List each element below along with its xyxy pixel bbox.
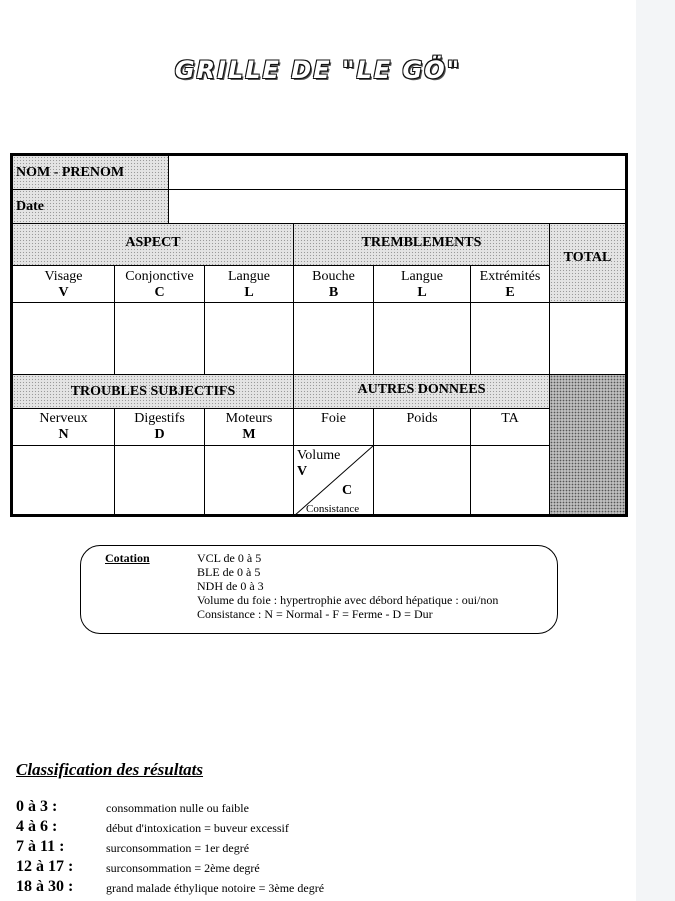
foie-label: Foie bbox=[321, 411, 346, 426]
extremites-cell bbox=[471, 266, 550, 303]
langue-aspect-cell bbox=[205, 266, 294, 303]
volume-label: Volume bbox=[297, 448, 341, 463]
nerveux-cell bbox=[13, 409, 115, 446]
classification-title: Classification des résultats bbox=[16, 760, 204, 779]
moteurs-letter: M bbox=[242, 427, 256, 442]
total-shaded-block bbox=[550, 375, 625, 514]
visage-letter: V bbox=[58, 285, 69, 300]
classification-row bbox=[16, 818, 616, 838]
classification-row bbox=[16, 798, 616, 818]
assessment-grid bbox=[10, 153, 628, 517]
cotation-line: Consistance : N = Normal - F = Ferme - D = Dur bbox=[197, 607, 433, 621]
classification-row bbox=[16, 838, 616, 858]
document-title: GRILLE DE "LE GÖ" bbox=[174, 56, 462, 84]
extremites-score[interactable] bbox=[471, 303, 550, 375]
consistance-letter: C bbox=[342, 483, 353, 498]
classification-desc: surconsommation = 1er degré bbox=[106, 841, 250, 855]
visage-score[interactable] bbox=[13, 303, 115, 375]
bouche-letter: B bbox=[328, 285, 339, 300]
langue-aspect-letter: L bbox=[244, 285, 254, 300]
langue-tremblements-letter: L bbox=[417, 285, 427, 300]
classification-range: 0 à 3 : bbox=[16, 798, 58, 815]
langue-aspect-label: Langue bbox=[228, 269, 270, 284]
classification-range: 4 à 6 : bbox=[16, 818, 58, 835]
classification-desc: début d'intoxication = buveur excessif bbox=[106, 821, 289, 835]
classification-range: 12 à 17 : bbox=[16, 858, 74, 875]
conjonctive-cell bbox=[115, 266, 205, 303]
name-field[interactable] bbox=[169, 156, 625, 190]
total-header: TOTAL bbox=[550, 224, 625, 303]
classification-desc: consommation nulle ou faible bbox=[106, 801, 249, 815]
ta-score[interactable] bbox=[471, 446, 550, 514]
visage-label: Visage bbox=[44, 269, 83, 284]
classification-range: 18 à 30 : bbox=[16, 878, 74, 895]
volume-letter: V bbox=[297, 464, 308, 479]
classification-row bbox=[16, 878, 616, 898]
classification-range: 7 à 11 : bbox=[16, 838, 65, 855]
langue-aspect-score[interactable] bbox=[205, 303, 294, 375]
conjonctive-score[interactable] bbox=[115, 303, 205, 375]
moteurs-cell bbox=[205, 409, 294, 446]
poids-label: Poids bbox=[406, 411, 438, 426]
cotation-lines bbox=[197, 551, 498, 621]
extremites-label: Extrémités bbox=[479, 269, 541, 284]
consistance-label: Consistance bbox=[306, 503, 360, 515]
bouche-cell bbox=[294, 266, 374, 303]
poids-cell bbox=[374, 409, 471, 446]
visage-cell bbox=[13, 266, 115, 303]
bouche-score[interactable] bbox=[294, 303, 374, 375]
langue-tremblements-label: Langue bbox=[401, 269, 443, 284]
tremblements-header: TREMBLEMENTS bbox=[294, 224, 550, 266]
date-field[interactable] bbox=[169, 190, 625, 224]
foie-score[interactable] bbox=[294, 446, 374, 514]
volume-block bbox=[297, 448, 340, 480]
langue-tremblements-score[interactable] bbox=[374, 303, 471, 375]
cotation-line: BLE de 0 à 5 bbox=[197, 565, 261, 579]
conjonctive-label: Conjonctive bbox=[125, 269, 194, 284]
classification-desc: surconsommation = 2ème degré bbox=[106, 861, 260, 875]
moteurs-label: Moteurs bbox=[225, 411, 273, 426]
total-score[interactable] bbox=[550, 303, 625, 375]
cotation-line: NDH de 0 à 3 bbox=[197, 579, 264, 593]
nerveux-label: Nerveux bbox=[39, 411, 88, 426]
ta-label: TA bbox=[501, 411, 519, 426]
digestifs-letter: D bbox=[154, 427, 165, 442]
troubles-subjectifs-header: TROUBLES SUBJECTIFS bbox=[13, 375, 294, 409]
foie-cell bbox=[294, 409, 374, 446]
bouche-label: Bouche bbox=[312, 269, 355, 284]
digestifs-score[interactable] bbox=[115, 446, 205, 514]
nerveux-score[interactable] bbox=[13, 446, 115, 514]
cotation-line: VCL de 0 à 5 bbox=[197, 551, 262, 565]
nerveux-letter: N bbox=[58, 427, 69, 442]
moteurs-score[interactable] bbox=[205, 446, 294, 514]
cotation-label: Cotation bbox=[105, 551, 150, 565]
cotation-box bbox=[80, 545, 558, 634]
digestifs-cell bbox=[115, 409, 205, 446]
langue-tremblements-cell bbox=[374, 266, 471, 303]
cotation-line: Volume du foie : hypertrophie avec débord hépatique : oui/non bbox=[197, 593, 499, 607]
poids-score[interactable] bbox=[374, 446, 471, 514]
digestifs-label: Digestifs bbox=[134, 411, 185, 426]
conjonctive-letter: C bbox=[154, 285, 165, 300]
classification-row bbox=[16, 858, 616, 878]
classification-desc: grand malade éthylique notoire = 3ème degré bbox=[106, 881, 325, 895]
name-label: NOM - PRENOM bbox=[13, 156, 169, 190]
autres-donnees-header: AUTRES DONNEES bbox=[294, 375, 550, 409]
ta-cell bbox=[471, 409, 550, 446]
aspect-header: ASPECT bbox=[13, 224, 294, 266]
date-label: Date bbox=[13, 190, 169, 224]
extremites-letter: E bbox=[505, 285, 515, 300]
